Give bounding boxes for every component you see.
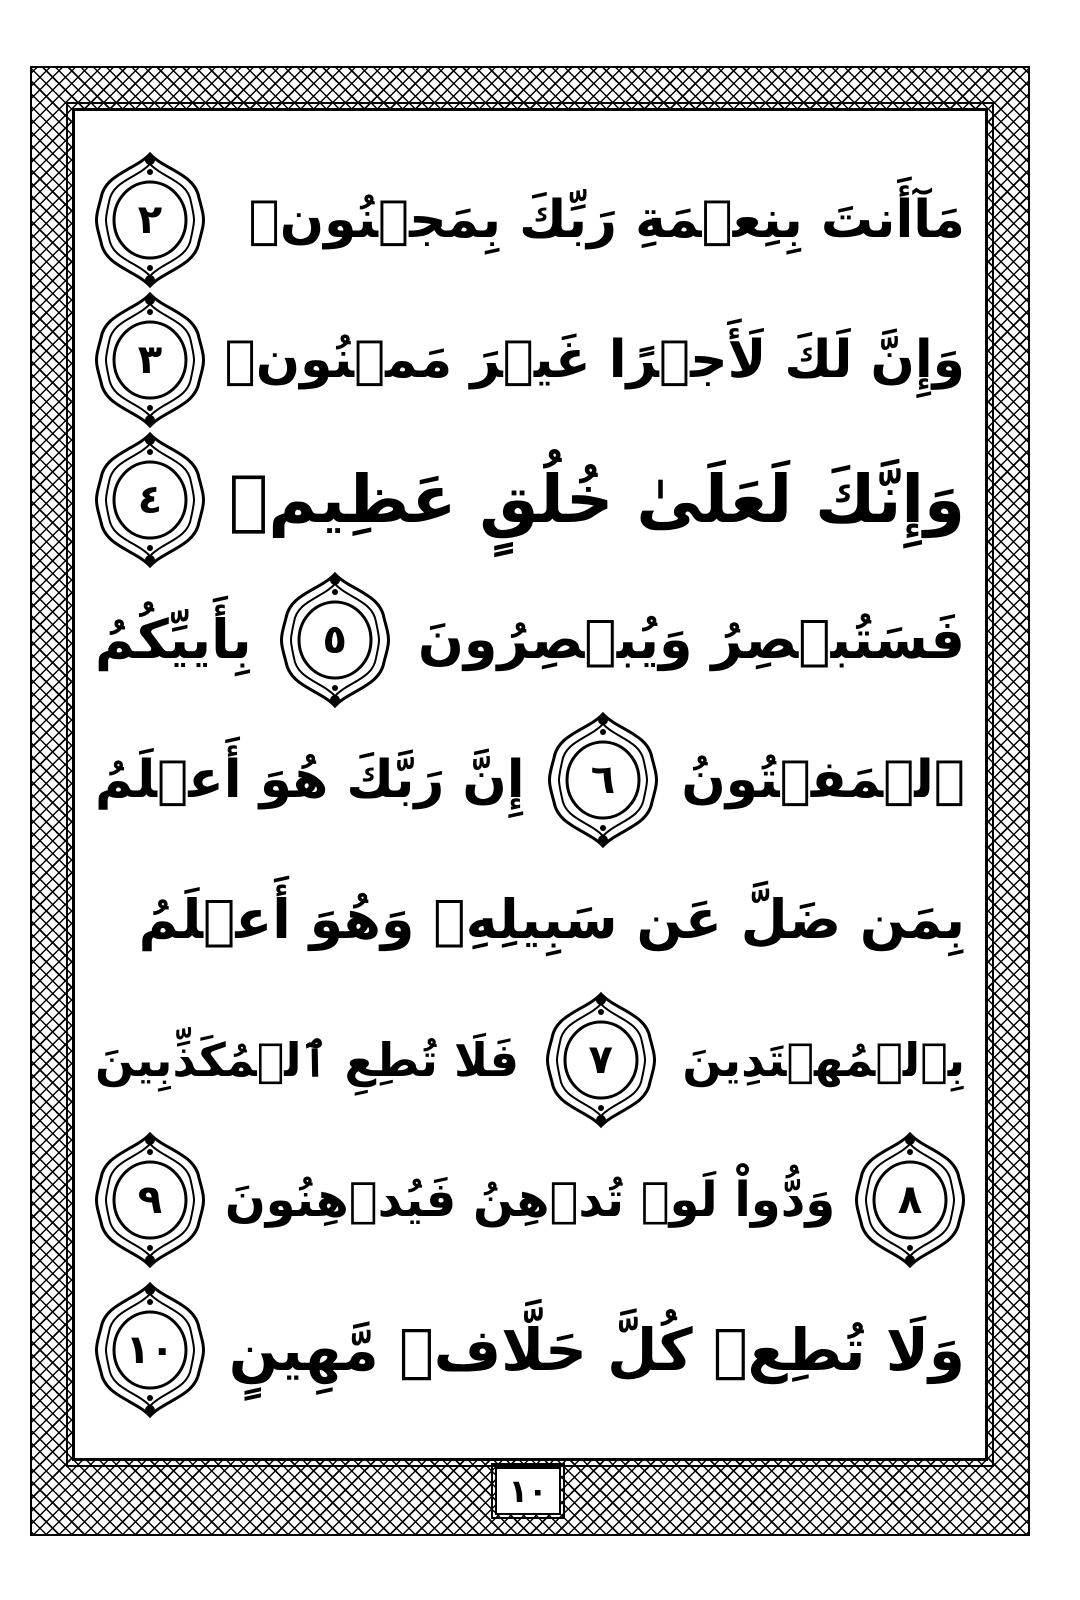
verse-text: بِمَن ضَلَّ عَن سَبِيلِهِۦ وَهُوَ أَعۡلَمُ [138,888,965,951]
verse-number: ٩ [137,1177,163,1223]
verse-line [95,570,965,710]
verse-line [95,850,965,990]
verse-end-marker [546,990,656,1130]
verse-line [95,1280,965,1420]
verse-end-marker [95,430,205,570]
verse-text: ٱلۡمَفۡتُونُ [681,750,965,810]
verse-number: ١٠ [125,1327,175,1373]
verse-number: ٣ [137,337,163,383]
verse-text: وَدُّواْ لَوۡ تُدۡهِنُ فَيُدۡهِنُونَ [224,1172,836,1228]
verse-number: ٥ [322,617,347,663]
verse-text: وَإِنَّكَ لَعَلَىٰ خُلُقٍ عَظِيمٖ [228,461,965,538]
verse-text: فَلَا تُطِعِ ٱلۡمُكَذِّبِينَ [95,1033,520,1087]
verse-number: ٧ [588,1037,613,1083]
verse-number: ٢ [137,197,163,243]
verse-end-marker [95,150,205,290]
verse-end-marker [548,710,658,850]
verse-number: ٦ [590,757,616,803]
verse-end-marker [95,1280,205,1420]
verse-text: بِٱلۡمُهۡتَدِينَ [682,1033,965,1087]
verse-end-marker [855,1130,965,1270]
verse-line [95,990,965,1130]
verse-end-marker [95,290,205,430]
verse-line [95,1130,965,1270]
verse-number: ٤ [137,477,163,523]
verse-number: ٨ [897,1177,923,1223]
verse-line [95,430,965,570]
verse-line [95,710,965,850]
verse-text: إِنَّ رَبَّكَ هُوَ أَعۡلَمُ [95,750,525,810]
verse-line [95,290,965,430]
verse-text: بِأَييِّكُمُ [95,608,252,671]
verse-text: وَلَا تُطِعۡ كُلَّ حَلَّافٖ مَّهِينٍ [228,1316,965,1384]
verse-end-marker [280,570,390,710]
verse-text: وَإِنَّ لَكَ لَأَجۡرًا غَيۡرَ مَمۡنُونٖ [224,330,965,390]
verse-text: مَآأَنتَ بِنِعۡمَةِ رَبِّكَ بِمَجۡنُونٖ [248,190,965,250]
page-number: ١٠ [495,1467,561,1515]
verse-text: فَسَتُبۡصِرُ وَيُبۡصِرُونَ [417,608,965,671]
verse-end-marker [95,1130,205,1270]
verse-line [95,150,965,290]
